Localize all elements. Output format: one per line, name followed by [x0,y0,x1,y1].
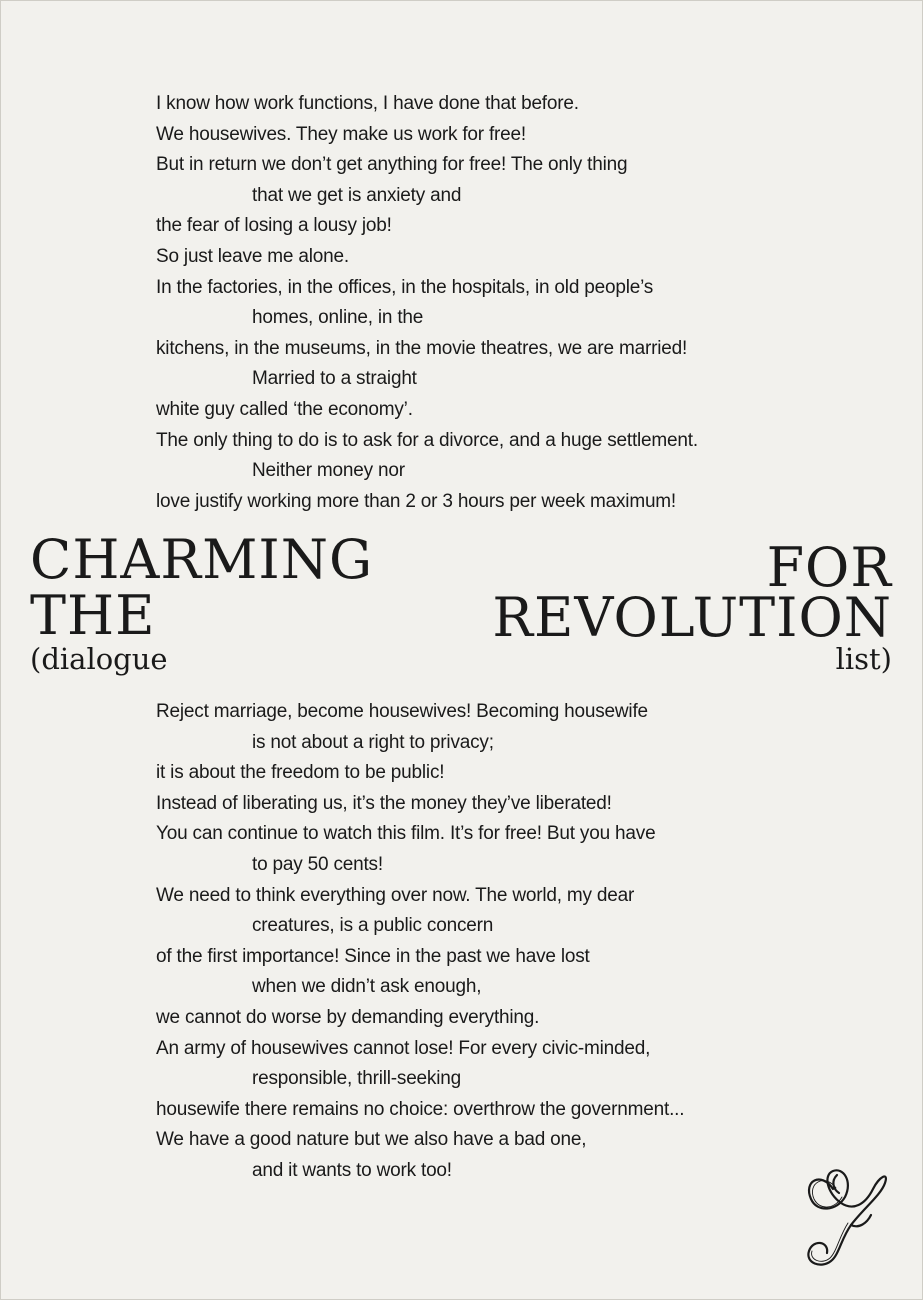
top-text-line: the fear of losing a lousy job! [156,215,392,237]
top-text-line: white guy called ‘the economy’. [156,398,413,420]
top-text-line: Married to a straight [252,368,417,390]
bottom-text-line: to pay 50 cents! [252,853,383,875]
top-text-line: love justify working more than 2 or 3 hours per week maximum! [156,490,677,512]
bottom-text-line: is not about a right to privacy; [252,731,494,753]
top-text-line: So just leave me alone. [156,245,349,267]
top-text-line: that we get is anxiety and [252,184,462,206]
bottom-text-line: we cannot do worse by demanding everything. [156,1006,540,1028]
bottom-text-line: You can continue to watch this film. It’s for free! But you have [156,823,656,845]
bottom-text-line: responsible, thrill-seeking [252,1068,461,1090]
bottom-text-line: it is about the freedom to be public! [156,762,445,784]
title-word-for: FOR [766,536,892,599]
top-text-line: But in return we don’t get anything for free! The only thing [156,154,628,176]
subtitle-list: list) [835,642,892,676]
subtitle-dialogue: (dialogue [30,642,168,676]
top-text-line: homes, online, in the [252,307,424,329]
top-text-line: I know how work functions, I have done that before. [156,93,579,114]
bottom-text-line: We have a good nature but we also have a bad one, [156,1129,587,1151]
bottom-text-line: An army of housewives cannot lose! For every civic-minded, [156,1037,651,1059]
title-word-the: THE [30,584,156,647]
top-text-block [156,89,876,517]
bottom-text-line: creatures, is a public concern [252,915,494,937]
bottom-text-line: housewife there remains no choice: overthrow the government... [156,1098,685,1120]
bottom-text-line: Instead of liberating us, it’s the money they’ve liberated! [156,792,612,814]
top-text-line: We housewives. They make us work for free! [156,123,526,145]
bottom-text-line: and it wants to work too! [252,1159,452,1181]
top-text-line: Neither money nor [252,460,405,482]
bottom-text-line: of the first importance! Since in the past we have lost [156,945,590,967]
bottom-text-line: We need to think everything over now. The world, my dear [156,884,635,906]
top-text-line: kitchens, in the museums, in the movie theatres, we are married! [156,337,688,359]
bottom-text-block [156,697,876,1187]
bottom-text-line: when we didn’t ask enough, [252,976,482,998]
top-text-line: The only thing to do is to ask for a divorce, and a huge settlement. [156,429,698,451]
title-word-charming: CHARMING [30,528,374,591]
top-text-line: In the factories, in the offices, in the hospitals, in old people’s [156,276,654,298]
title-word-revolution: REVOLUTION [492,586,892,649]
script-monogram-icon [793,1159,893,1271]
bottom-text-line: Reject marriage, become housewives! Becoming housewife [156,701,648,722]
